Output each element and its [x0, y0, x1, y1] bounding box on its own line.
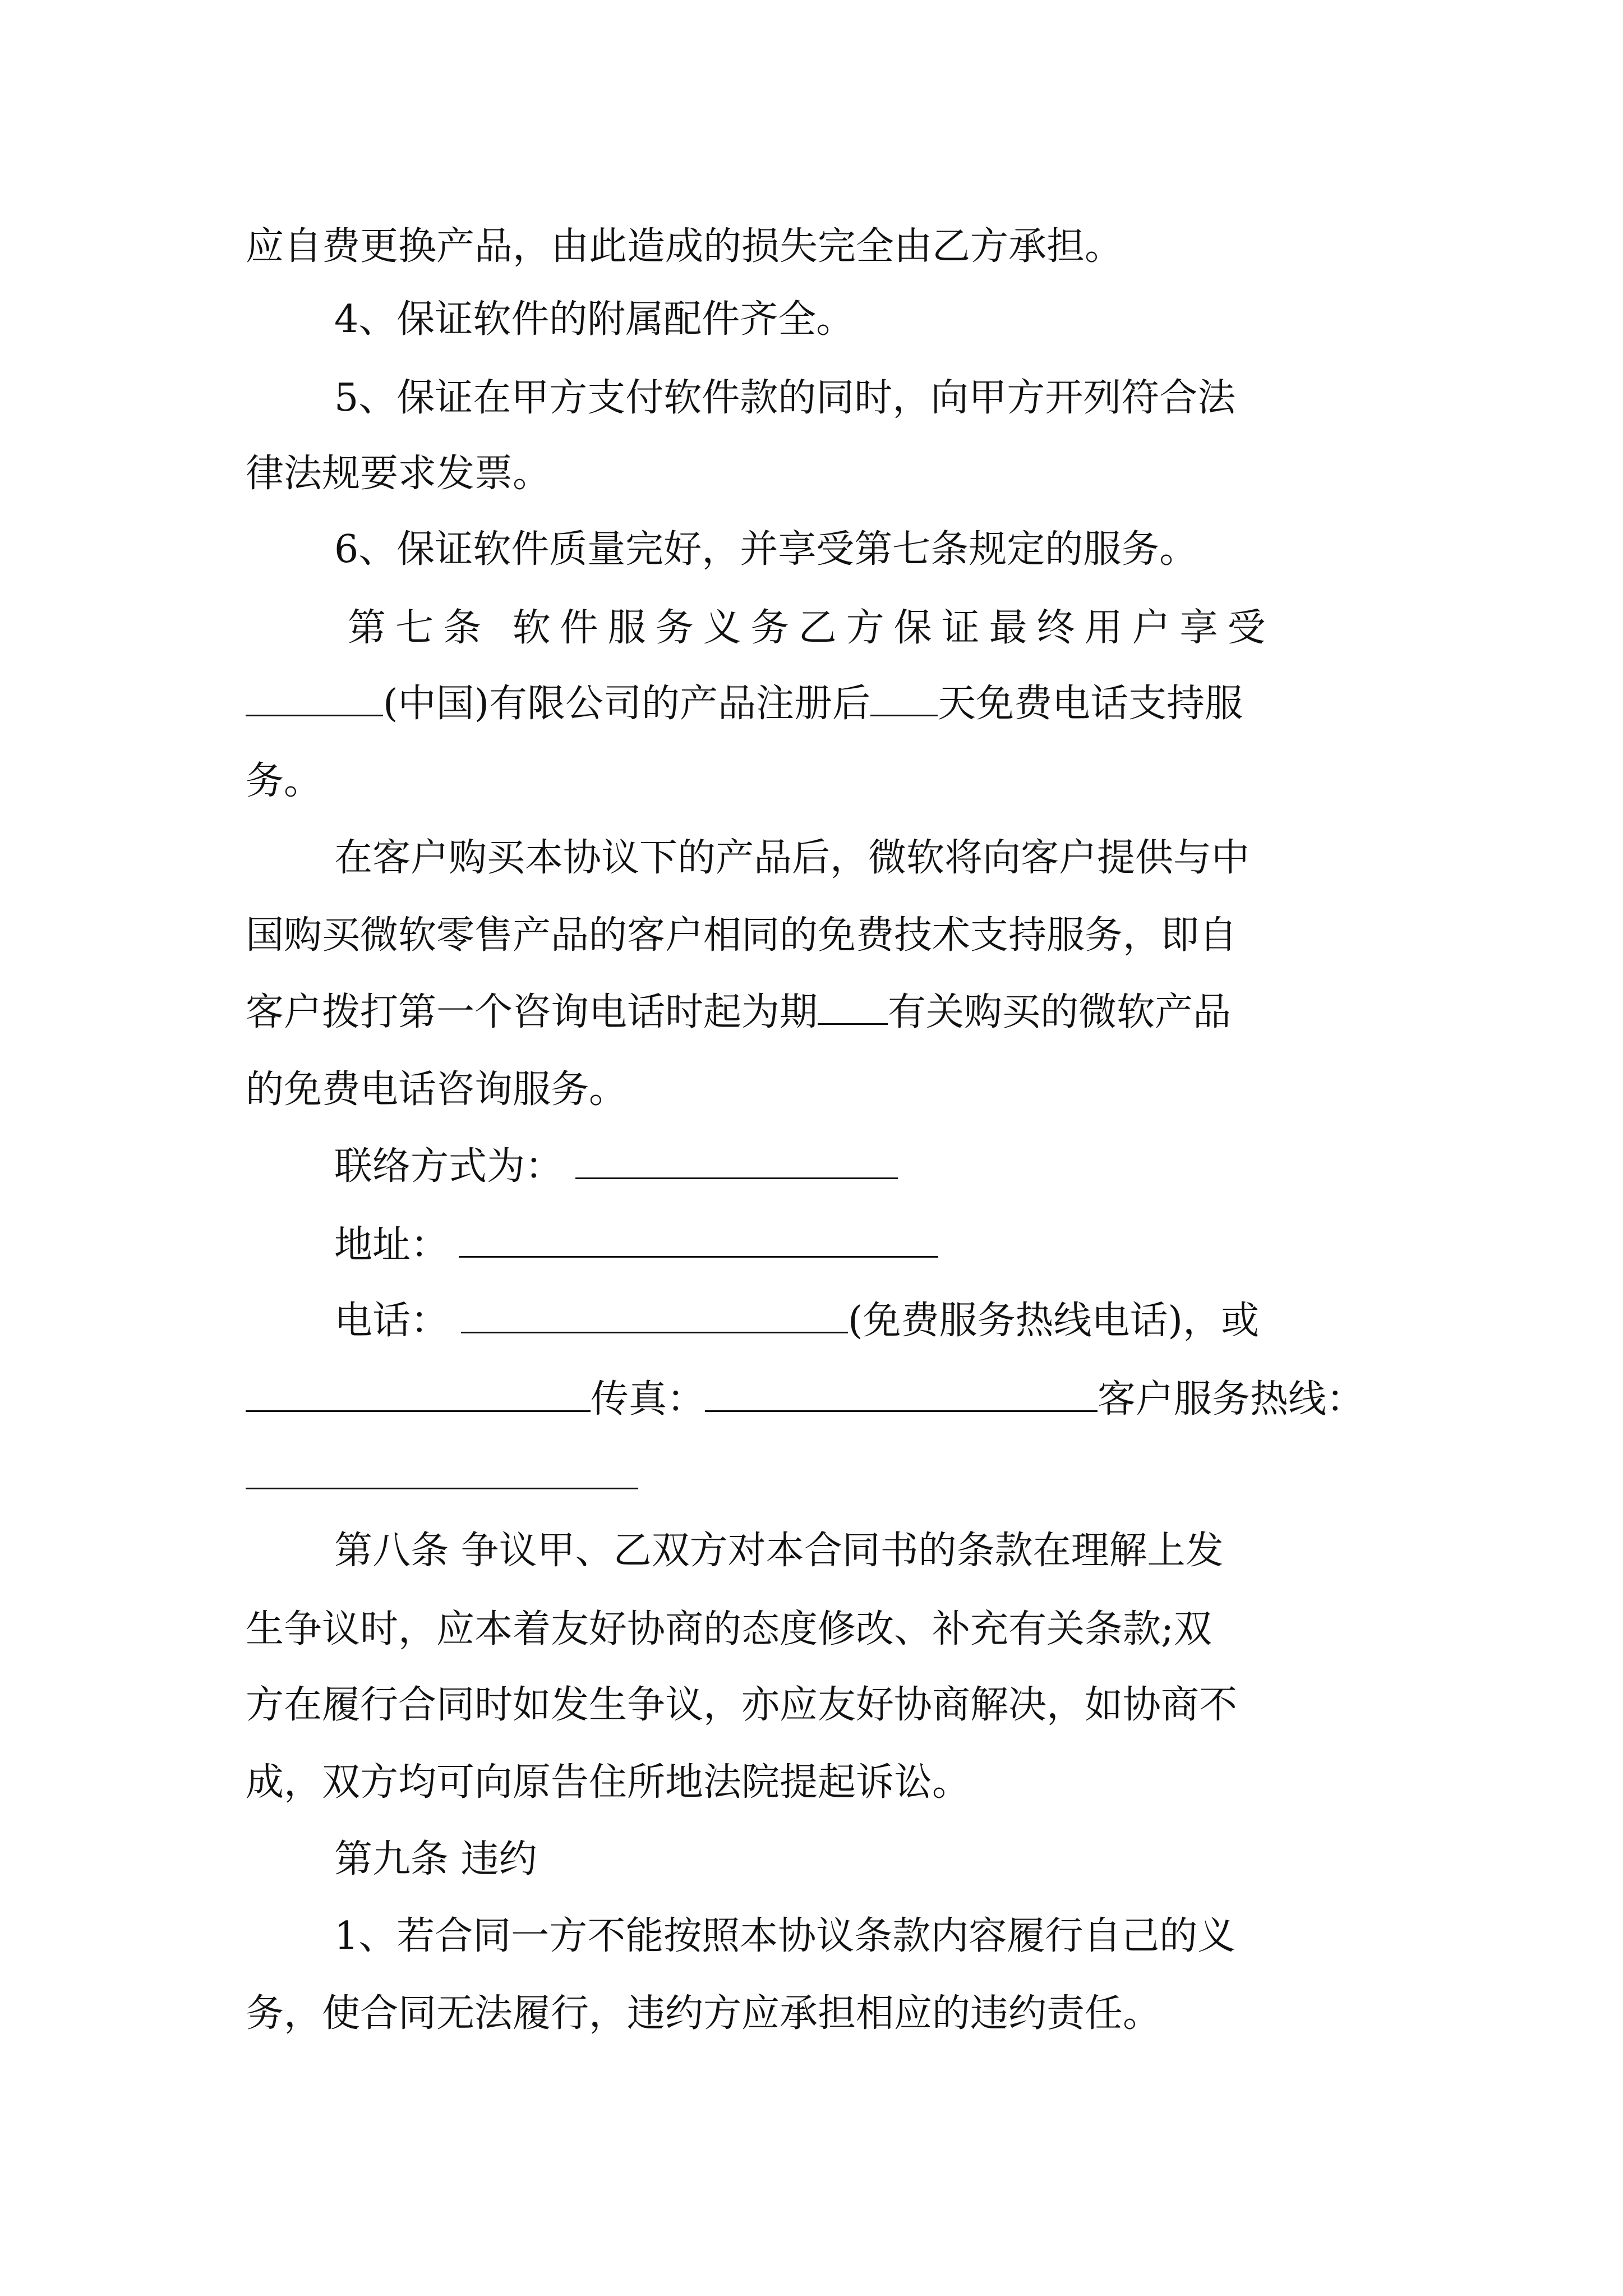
text-segment: 天免费电话支持服	[938, 682, 1243, 726]
fill-blank	[870, 681, 938, 716]
hotline-label: 客户服务热线：	[1098, 1377, 1365, 1421]
text-line: 生争议时，应本着友好协商的态度修改、补充有关条款;双	[246, 1607, 1212, 1651]
text-line	[246, 1372, 1390, 1428]
fill-blank	[459, 1222, 938, 1258]
text-line: 6、保证软件质量完好，并享受第七条规定的服务。	[334, 527, 1198, 572]
text-line: 务，使合同无法履行，违约方应承担相应的违约责任。	[246, 1991, 1161, 2036]
text-line	[246, 984, 1390, 1041]
fill-blank	[461, 1298, 848, 1333]
fill-blank	[575, 1144, 898, 1179]
text-line	[246, 676, 1390, 732]
text-segment: 有关购买的微软产品	[888, 990, 1232, 1034]
text-line: 4、保证软件的附属配件齐全。	[334, 297, 855, 342]
address-label: 地址：	[334, 1223, 449, 1267]
fill-blank	[246, 1488, 638, 1489]
text-line: 在客户购买本协议下的产品后，微软将向客户提供与中	[334, 836, 1250, 880]
text-segment: 客户拨打第一个咨询电话时起为期	[246, 990, 818, 1034]
text-line	[334, 1139, 1390, 1195]
text-line: 律法规要求发票。	[246, 452, 551, 496]
phone-label: 电话：	[334, 1299, 449, 1343]
fill-blank	[705, 1377, 1098, 1412]
text-line: 务。	[246, 759, 322, 803]
text-line: 成，双方均可向原告住所地法院提起诉讼。	[246, 1760, 971, 1805]
text-line	[334, 1293, 1390, 1349]
text-segment: (中国)有限公司的产品注册后	[383, 682, 871, 726]
text-line: 5、保证在甲方支付软件款的同时，向甲方开列符合法	[334, 376, 1236, 420]
text-line	[334, 1217, 1390, 1273]
text-line: 国购买微软零售产品的客户相同的免费技术支持服务，即自	[246, 913, 1238, 958]
text-line: 方在履行合同时如发生争议，亦应友好协商解决，如协商不	[246, 1683, 1238, 1727]
text-segment: (免费服务热线电话)，或	[848, 1299, 1260, 1343]
article-seven-heading: 第七条 软件服务义务乙方保证最终用户享受	[348, 606, 1275, 650]
text-line: 应自费更换产品，由此造成的损失完全由乙方承担。	[246, 224, 1123, 269]
fax-label: 传真：	[591, 1377, 706, 1421]
text-line: 的免费电话咨询服务。	[246, 1068, 628, 1112]
article-eight-heading: 第八条 争议甲、乙双方对本合同书的条款在理解上发	[334, 1529, 1224, 1573]
contact-label: 联络方式为：	[334, 1144, 564, 1189]
article-nine-heading: 第九条 违约	[334, 1837, 537, 1881]
fill-blank	[818, 990, 888, 1025]
text-line: 1、若合同一方不能按照本协议条款内容履行自己的义	[334, 1914, 1236, 1958]
fill-blank	[246, 681, 383, 716]
fill-blank	[246, 1377, 591, 1412]
